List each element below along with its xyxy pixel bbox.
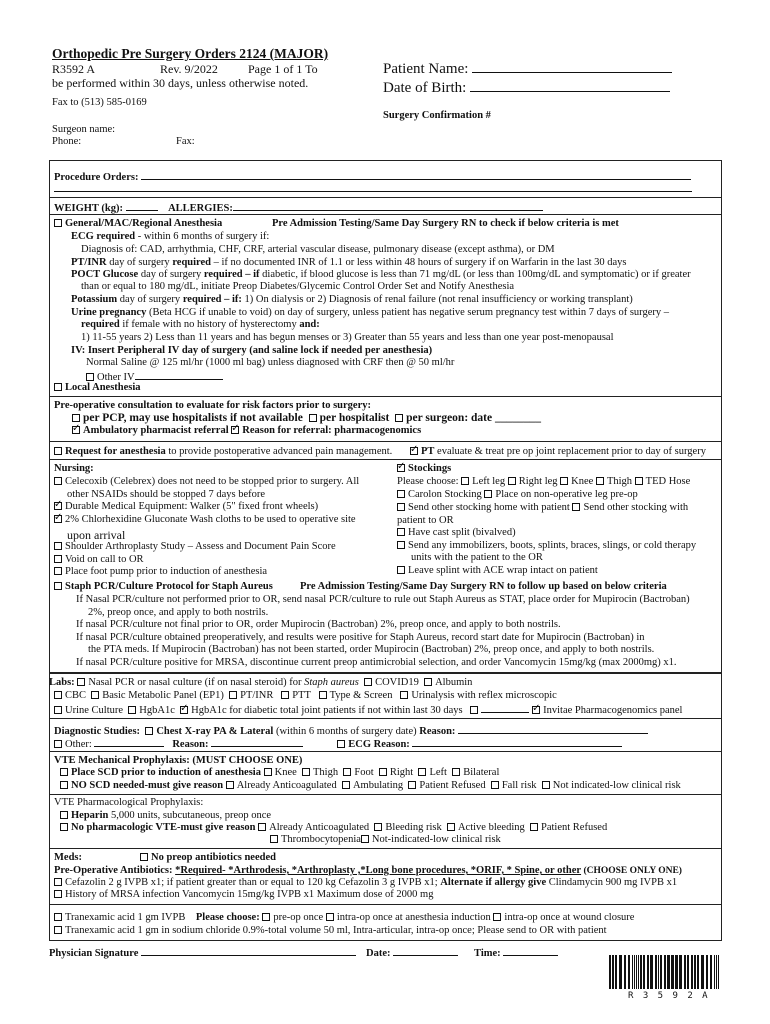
invitae-option[interactable]: ✓ Invitae Pharmacogenomics panel [532, 705, 682, 716]
ecg-diagnosis: Diagnosis of: CAD, arrhythmia, CHF, CRF, arterial vascular disease, pulmonary disease (except asthma), or DM [81, 244, 555, 255]
barcode-bar [628, 955, 630, 989]
no-scd-reason-fall-risk[interactable]: Fall risk [491, 780, 537, 791]
invitae-blank-checkbox[interactable] [470, 706, 478, 714]
poct-glucose-requirement: POCT Glucose day of surgery required – if diabetic, if blood glucose is less than 71 mg/dL (or less than 100mg/dL and symptomatic) or if greater [71, 269, 691, 280]
barcode-bar [679, 955, 682, 989]
staph-protocol-line: If nasal PCR/culture obtained preoperatively, and results were positive for Staph Aureus, record start date for Mupirocin (Bactroban) in [76, 631, 645, 643]
urinalysis-option[interactable]: Urinalysis with reflex microscopic [400, 690, 557, 701]
barcode-bar [643, 955, 645, 989]
barcode-bar [691, 955, 693, 989]
ecg-option[interactable]: ECG [337, 739, 371, 750]
no-scd-reason-ambulating[interactable]: Ambulating [342, 780, 403, 791]
staph-protocol-line: If Nasal PCR/culture not performed prior to OR, send nasal PCR/culture to rule out Staph Aureus as STAT, place order for Mupirocin (Bactroban) [76, 594, 690, 605]
no-scd-option[interactable]: NO SCD needed-must give reason [60, 780, 223, 791]
hgba1c-option[interactable]: HgbA1c [128, 705, 175, 716]
per-pcp-option[interactable]: per PCP, may use hospitalists if not available [72, 412, 303, 424]
barcode-bar [671, 955, 674, 989]
other-iv-checkbox[interactable] [86, 373, 94, 381]
leave-splint-option[interactable]: Leave splint with ACE wrap intact on patient [397, 565, 598, 576]
scd-foot[interactable]: Foot [343, 767, 373, 778]
other-iv-option[interactable]: Other IV [86, 370, 223, 383]
checkbox[interactable] [408, 781, 416, 789]
barcode-bar [634, 955, 635, 989]
send-immobilizers-cont: units with the patient to the OR [411, 552, 543, 563]
iv-instruction: IV: Insert Peripheral IV day of surgery (and saline lock if needed per anesthesia) [71, 345, 433, 356]
checkbox[interactable] [542, 781, 550, 789]
nursing-item[interactable]: Shoulder Arthroplasty Study – Assess and Document Pain Score [54, 541, 336, 552]
urine-pregnancy-requirement: Urine pregnancy (Beta HCG if unable to void) on day of surgery, unless patient has negative serum pregnancy test within 7 days of surgery – [71, 307, 670, 318]
no-scd-reason-patient-refused[interactable]: Patient Refused [408, 780, 485, 791]
tranexamic-intra-articular-option[interactable]: Tranexamic acid 1 gm in sodium chloride 0.9%-total volume 50 ml, Intra-articular, intra-op once; Please send to OR with patient [54, 925, 607, 936]
procedure-orders-line2[interactable] [54, 182, 692, 195]
checkbox[interactable] [493, 913, 501, 921]
barcode-bar [615, 955, 617, 989]
potassium-requirement: Potassium day of surgery required – if: 1) On dialysis or 2) Diagnosis of renal failure (not renal insufficiency or working transplant) [71, 294, 633, 305]
ptinr-requirement: PT/INR day of surgery required – if no documented INR of 1.1 or less within 48 hours of surgery if on Warfarin in the last 30 days [71, 257, 627, 268]
barcode-bar [655, 955, 657, 989]
type-screen-option[interactable]: Type & Screen [319, 690, 393, 701]
diagnostic-row-1: Diagnostic Studies: Chest X-ray PA & Lateral (within 6 months of surgery date) Reason: [54, 724, 648, 737]
staph-protocol-line: the PTA meds. If Mupirocin (Bactroban) has not been started, order Mupirocin (Bactroban) 2%, preop once, and apply to both nostrils. [88, 644, 655, 656]
barcode-bar [664, 955, 666, 989]
barcode-bar [658, 955, 659, 989]
scd-knee[interactable]: Knee [264, 767, 297, 778]
staph-protocol-line: 2%, preop once, and apply to both nostrils. [88, 606, 269, 618]
nursing-item[interactable]: Celecoxib (Celebrex) does not need to be stopped prior to surgery. All [54, 476, 359, 487]
nursing-item[interactable]: Place foot pump prior to induction of anesthesia [54, 566, 267, 577]
checkbox[interactable] [54, 555, 62, 563]
barcode-bar [619, 955, 622, 989]
nursing-item[interactable]: ✓2% Chlorhexidine Gluconate Wash cloths to be used to operative site [54, 514, 356, 525]
barcode-bar [697, 955, 699, 989]
stocking-option-knee[interactable]: Knee [560, 476, 596, 487]
scd-left[interactable]: Left [418, 767, 447, 778]
normal-saline-order: Normal Saline @ 125 ml/hr (1000 ml bag) unless diagnosed with CRF then @ 50 ml/hr [86, 357, 455, 368]
place-scd-row [60, 767, 502, 778]
nursing-item-cont: upon arrival [67, 528, 126, 542]
physician-signature-field[interactable]: Physician Signature [49, 946, 356, 959]
barcode-bar [640, 955, 642, 989]
barcode-bar [718, 955, 719, 989]
urine-pregnancy-ages: 1) 11-55 years 2) Less than 11 years and has begun menses or 3) Greater than 55 years and less than one year post-menopausal [81, 332, 614, 343]
patient-name-field[interactable]: Patient Name: [383, 61, 672, 78]
stockings-option[interactable]: ✓Stockings [397, 463, 451, 474]
no-pharm-reason-already-anticoagulated[interactable]: Already Anticoagulated [258, 822, 369, 833]
signature-time-field[interactable]: Time: [474, 946, 558, 959]
per-surgeon-option[interactable]: per surgeon: date ________ [395, 412, 541, 424]
pharmacist-referral-row [72, 425, 421, 436]
no-pharm-row [60, 822, 610, 833]
barcode-bar [660, 955, 662, 989]
diagnostic-row-2: Other: Reason: ECG Reason: [54, 737, 622, 750]
checkbox[interactable] [635, 477, 643, 485]
ptt-option[interactable]: PTT [281, 690, 310, 701]
surgery-confirmation: Surgery Confirmation # [383, 110, 491, 121]
ambulatory-pharmacist-option[interactable]: ✓Ambulatory pharmacist referral [72, 425, 229, 436]
stocking-option-ted-hose[interactable]: TED Hose [635, 476, 691, 487]
stocking-option-thigh[interactable]: Thigh [596, 476, 635, 487]
barcode-bar [636, 955, 637, 989]
mrsa-vancomycin-option[interactable]: History of MRSA infection Vancomycin 15mg/kg IVPB x1 Maximum dose of 2000 mg [54, 889, 433, 900]
barcode-bar [716, 955, 717, 989]
weight-allergies-row[interactable]: WEIGHT (kg): ALLERGIES: [54, 201, 543, 214]
checkbox[interactable] [54, 502, 62, 510]
perform-note: be performed within 30 days, unless otherwise noted. [52, 76, 309, 90]
surgeon-name-label: Surgeon name: [52, 124, 116, 135]
labs-row-2 [54, 690, 557, 701]
checkbox[interactable] [54, 477, 62, 485]
checkbox[interactable] [418, 768, 426, 776]
urine-culture-option[interactable]: Urine Culture [54, 705, 123, 716]
patient-to-or-text: patient to OR [397, 515, 454, 526]
stockings-choose-row: Please choose: Left leg Right leg Knee Thigh TED Hose [397, 476, 691, 487]
barcode-text: R 3 5 9 2 A [628, 991, 710, 1001]
checkbox[interactable] [343, 768, 351, 776]
checkbox[interactable] [326, 913, 334, 921]
scd-right[interactable]: Right [379, 767, 413, 778]
general-anesthesia-option[interactable]: General/MAC/Regional Anesthesia [54, 218, 222, 229]
checkbox[interactable] [491, 781, 499, 789]
poct-glucose-cont: than or equal to 180 mg/dL, initiate Preop Diabetes/Glycemic Control Order Set and Notify Anesthesia [81, 281, 515, 292]
checkbox[interactable] [302, 768, 310, 776]
checkbox[interactable] [508, 477, 516, 485]
no-pharm-reason-bleeding-risk[interactable]: Bleeding risk [374, 822, 441, 833]
barcode-bar [632, 955, 633, 989]
cast-split-option[interactable]: Have cast split (bivalved) [397, 527, 516, 538]
signature-date-field[interactable]: Date: [366, 946, 458, 959]
no-pharm-option[interactable]: No pharmacologic VTE-must give reason [60, 822, 256, 833]
urine-pregnancy-cont: required if female with no history of hysterectomy and: [81, 319, 320, 330]
no-preop-antibiotics-option[interactable]: No preop antibiotics needed [140, 852, 276, 863]
barcode-bar [624, 955, 626, 989]
checkbox[interactable] [258, 823, 266, 831]
anesthesia-request-option[interactable]: Request for anesthesia to provide postoperative advanced pain management. [54, 446, 392, 457]
barcode-bar [609, 955, 611, 989]
send-stocking-with-checkbox[interactable] [572, 503, 580, 511]
pre-admission-criteria-note: Pre Admission Testing/Same Day Surgery RN to check if below criteria is met [272, 218, 619, 229]
txa-choice-intra-op-once-at-anesthesia-induction[interactable]: intra-op once at anesthesia induction [326, 912, 491, 923]
local-anesthesia-checkbox[interactable] [54, 383, 62, 391]
pt-evaluate-option[interactable]: ✓ PT evaluate & treat pre op joint replacement prior to day of surgery [410, 446, 706, 457]
other-study-option[interactable]: Other: [54, 739, 92, 750]
ptinr-option[interactable]: PT/INR [229, 690, 273, 701]
barcode-bar [638, 955, 639, 989]
barcode-bar [650, 955, 653, 989]
nursing-item[interactable]: ✓Durable Medical Equipment: Walker (5" fixed front wheels) [54, 501, 318, 512]
hgba1c-diabetic-option[interactable]: ✓ HgbA1c for diabetic total joint patients if not within last 30 days [180, 705, 463, 716]
barcode-bar [684, 955, 686, 989]
no-scd-reason-already-anticoagulated[interactable]: Already Anticoagulated [226, 780, 337, 791]
tranexamic-ivpb-row: Tranexamic acid 1 gm IVPB Please choose: pre-op once intra-op once at anesthesia induction intra-op once at wound closure [54, 912, 634, 923]
barcode-bar [647, 955, 649, 989]
antibiotics-header: Pre-Operative Antibiotics: *Required- *Arthrodesis, *Arthroplasty ,*Long bone procedures, *ORIF, * Spine, or other (CHOOSE ONLY ONE) [54, 865, 682, 876]
send-stocking-home-option[interactable]: Send other stocking home with patient Send other stocking with [397, 502, 688, 513]
checkbox[interactable] [264, 768, 272, 776]
barcode-bar [710, 955, 712, 989]
form-revision: Rev. 9/2022 [160, 62, 218, 76]
non-operative-leg-checkbox[interactable] [484, 490, 492, 498]
checkbox[interactable] [379, 768, 387, 776]
barcode [609, 955, 721, 991]
no-scd-row [60, 780, 683, 791]
tranexamic-ivpb-option[interactable]: Tranexamic acid 1 gm IVPB [54, 912, 185, 923]
barcode-bar [612, 955, 614, 989]
nursing-item[interactable]: Void on call to OR [54, 554, 144, 565]
form-code: R3592 A [52, 62, 96, 76]
general-anesthesia-checkbox[interactable] [54, 219, 62, 227]
no-pharm-reason-thrombocytopenia[interactable]: Thrombocytopenia [270, 834, 361, 845]
carolon-stocking-option[interactable]: Carolon Stocking Place on non-operative leg pre-op [397, 489, 638, 500]
checkbox[interactable] [461, 477, 469, 485]
no-pharm-row-2 [270, 834, 501, 845]
ecg-requirement: ECG required - within 6 months of surgery if: [71, 231, 270, 242]
checkbox[interactable] [262, 913, 270, 921]
stocking-option-right-leg[interactable]: Right leg [508, 476, 560, 487]
staph-protocol-line: If nasal PCR/culture positive for MRSA, discontinue current preop antimicrobial selection, and order Vancomycin 15mg/kg (max 2000mg) x1. [76, 657, 677, 668]
nursing-title: Nursing: [54, 463, 94, 474]
checkbox[interactable] [447, 823, 455, 831]
barcode-bar [687, 955, 689, 989]
checkbox[interactable] [54, 515, 62, 523]
barcode-bar [667, 955, 670, 989]
checkbox[interactable] [560, 477, 568, 485]
staph-protocol-option[interactable]: Staph PCR/Culture Protocol for Staph Aureus [54, 581, 273, 592]
referral-reason-option[interactable]: ✓ Reason for referral: pharmacogenomics [231, 425, 421, 436]
barcode-bar [706, 955, 708, 989]
checkbox[interactable] [596, 477, 604, 485]
vte-mechanical-title: VTE Mechanical Prophylaxis: (MUST CHOOSE ONE) [54, 755, 303, 766]
fax-label: Fax: [176, 136, 195, 147]
per-hospitalist-option[interactable]: per hospitalist [309, 412, 390, 424]
nasal-pcr-option[interactable]: Nasal PCR or nasal culture (if on nasal steroid) for Staph aureus [77, 677, 359, 688]
barcode-bar [675, 955, 678, 989]
barcode-bar [701, 955, 704, 989]
place-scd-option[interactable]: Place SCD prior to induction of anesthesia [60, 767, 261, 778]
checkbox[interactable] [361, 835, 369, 843]
send-immobilizers-option[interactable]: Send any immobilizers, boots, splints, braces, slings, or cold therapy [397, 540, 696, 551]
stocking-option-left-leg[interactable]: Left leg [461, 476, 508, 487]
cefazolin-option[interactable]: Cefazolin 2 g IVPB x1; if patient greater than or equal to 120 kg Cefazolin 3 g IVPB x1; Alternate if allergy give Clindamycin 900 mg IVPB x1 [54, 877, 677, 888]
consult-header: Pre-operative consultation to evaluate for risk factors prior to surgery: [54, 400, 371, 411]
staph-protocol-line: If nasal PCR/culture not final prior to OR, order Mupirocin (Bactroban) 2%, preop once, and apply to both nostrils. [76, 619, 561, 631]
staph-followup-note: Pre Admission Testing/Same Day Surgery RN to follow up based on below criteria [300, 581, 667, 592]
fax-number: Fax to (513) 585-0169 [52, 97, 147, 108]
checkbox[interactable] [452, 768, 460, 776]
chest-xray-option[interactable]: Chest X-ray PA & Lateral [145, 726, 273, 737]
consult-options-row [72, 412, 541, 424]
phone-label: Phone: [52, 136, 82, 147]
barcode-bar [714, 955, 715, 989]
cbc-option[interactable]: CBC [54, 690, 86, 701]
local-anesthesia-option[interactable]: Local Anesthesia [54, 382, 141, 393]
scd-bilateral[interactable]: Bilateral [452, 767, 499, 778]
checkbox[interactable] [54, 542, 62, 550]
checkbox[interactable] [374, 823, 382, 831]
checkbox[interactable] [530, 823, 538, 831]
vte-pharm-title: VTE Pharmacological Prophylaxis: [54, 797, 204, 808]
no-scd-reason-not-indicated-low-clinical-risk[interactable]: Not indicated-low clinical risk [542, 780, 681, 791]
scd-thigh[interactable]: Thigh [302, 767, 338, 778]
labs-row-3 [54, 703, 682, 716]
txa-choice-pre-op-once[interactable]: pre-op once [262, 912, 323, 923]
nursing-item-cont: other NSAIDs should be stopped 7 days before [67, 489, 266, 500]
checkbox[interactable] [342, 781, 350, 789]
meds-label: Meds: [54, 852, 82, 863]
no-pharm-reason-active-bleeding[interactable]: Active bleeding [447, 822, 525, 833]
checkbox[interactable] [54, 567, 62, 575]
form-title: Orthopedic Pre Surgery Orders 2124 (MAJOR) [52, 46, 329, 61]
checkbox[interactable] [226, 781, 234, 789]
procedure-orders-field[interactable]: Procedure Orders: [54, 170, 691, 183]
heparin-option[interactable]: Heparin 5,000 units, subcutaneous, preop once [60, 810, 271, 821]
covid-option[interactable]: COVID19 [364, 677, 419, 688]
no-pharm-reason-not-indicated-low-clinical-risk[interactable]: Not-indicated-low clinical risk [361, 834, 501, 845]
barcode-bar [694, 955, 696, 989]
dob-field[interactable]: Date of Birth: [383, 80, 670, 97]
checkbox[interactable] [270, 835, 278, 843]
bmp-option[interactable]: Basic Metabolic Panel (EP1) [91, 690, 224, 701]
txa-choice-intra-op-once-at-wound-closure[interactable]: intra-op once at wound closure [493, 912, 634, 923]
labs-row-1: Labs: Nasal PCR or nasal culture (if on nasal steroid) for Staph aureus COVID19 Albumin [49, 677, 473, 688]
page-number: Page 1 of 1 To [248, 62, 318, 76]
albumin-option[interactable]: Albumin [424, 677, 472, 688]
no-pharm-reason-patient-refused[interactable]: Patient Refused [530, 822, 607, 833]
